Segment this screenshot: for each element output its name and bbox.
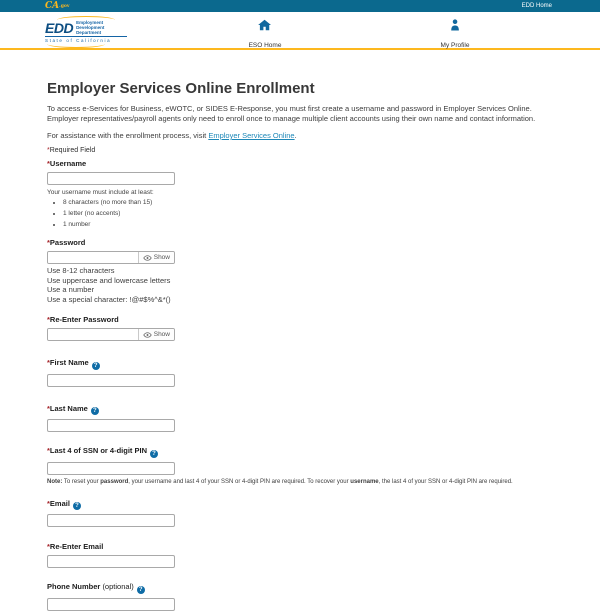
required-field-note <box>47 147 555 154</box>
edd-logo-state-text: State of California <box>45 36 127 43</box>
password-input-group <box>47 251 175 264</box>
required-asterisk: * <box>47 403 50 413</box>
password-input[interactable] <box>48 252 138 263</box>
phone-field-group <box>47 583 555 611</box>
page-title: Employer Services Online Enrollment <box>47 80 315 97</box>
show-reenter-password-button[interactable] <box>138 329 174 340</box>
ssn-pin-field-group <box>47 447 555 486</box>
help-icon[interactable]: ? <box>73 502 81 510</box>
help-icon[interactable]: ? <box>91 407 99 415</box>
assistance-paragraph <box>47 131 555 140</box>
reenter-email-label: *Re-Enter Email <box>47 542 104 551</box>
last-name-field-group <box>47 405 555 433</box>
employer-services-online-link[interactable]: Employer Services Online <box>208 131 295 140</box>
username-requirement-item: • 1 letter (no accents) <box>63 210 555 218</box>
ssn-pin-label: *Last 4 of SSN or 4-digit PIN ? <box>47 447 555 458</box>
required-field-label: Required Field <box>49 147 96 154</box>
reenter-password-input-group <box>47 328 175 341</box>
username-label: *Username <box>47 159 87 168</box>
person-icon <box>450 19 461 31</box>
phone-input[interactable] <box>47 598 175 611</box>
email-input[interactable] <box>47 514 175 527</box>
edd-logo-line1: Employment <box>76 20 104 25</box>
eye-icon <box>143 332 152 338</box>
required-asterisk: * <box>47 315 50 324</box>
required-asterisk: * <box>47 358 50 367</box>
show-password-label: Show <box>153 254 170 261</box>
reenter-email-input[interactable] <box>47 555 175 568</box>
required-asterisk: * <box>47 159 50 168</box>
last-name-input[interactable] <box>47 419 175 432</box>
ssn-note: Note: To reset your password, your username and last 4 of your SSN or 4-digit PIN are required. To recover your username, the last 4 of your SSN or 4-digit PIN are required. <box>47 478 513 485</box>
password-rules-list <box>47 266 555 304</box>
eye-icon <box>143 255 152 261</box>
nav-my-profile-label: My Profile <box>440 42 470 49</box>
password-rule-item: Use a special character: !@#$%^&*() <box>47 294 171 304</box>
nav-my-profile[interactable] <box>441 19 470 52</box>
username-requirements-list <box>63 199 555 229</box>
password-label: *Password <box>47 238 86 247</box>
assistance-text: For assistance with the enrollment process, visit <box>47 131 209 140</box>
help-icon[interactable]: ? <box>150 450 158 458</box>
intro-paragraph: To access e-Services for Business, eWOTC, or SIDES E-Response, you must first create a username and password in Employer Services Online. Employer representatives/payroll agents only need to enroll once to manage multiple client accounts using their own name and contact information. <box>47 104 536 123</box>
edd-logo-line2: Development <box>76 25 105 30</box>
assistance-text-suffix: . <box>294 131 297 140</box>
help-icon[interactable]: ? <box>92 362 100 370</box>
enrollment-page <box>0 50 600 611</box>
username-hint-title: Your username must include at least: <box>47 189 154 196</box>
username-requirement-item: • 1 number <box>63 221 555 229</box>
utility-bar <box>0 0 600 12</box>
edd-home-link[interactable]: EDD Home <box>521 3 552 9</box>
edd-logo-gold-arc-bottom <box>47 44 105 48</box>
edd-logo-line3: Department <box>76 30 102 35</box>
reenter-password-input[interactable] <box>48 329 138 340</box>
username-input[interactable] <box>47 172 175 185</box>
first-name-input[interactable] <box>47 374 175 387</box>
password-rule-item: Use 8-12 characters <box>47 266 115 275</box>
required-asterisk: * <box>47 542 50 551</box>
required-asterisk: * <box>47 446 50 455</box>
email-field-group <box>47 500 555 528</box>
nav-eso-home[interactable] <box>249 19 282 52</box>
reenter-password-label: *Re-Enter Password <box>47 315 119 324</box>
home-icon <box>258 19 272 31</box>
phone-label: Phone Number (optional) ? <box>47 583 555 594</box>
ssn-pin-input[interactable] <box>47 462 175 475</box>
password-rule-item: Use a number <box>47 285 95 294</box>
required-asterisk: * <box>47 498 50 508</box>
site-header <box>0 12 600 50</box>
edd-logo-department-lines <box>76 20 104 35</box>
required-asterisk: * <box>47 147 50 154</box>
edd-logo[interactable] <box>45 16 127 48</box>
show-reenter-password-label: Show <box>153 331 170 338</box>
password-field-group <box>47 239 555 304</box>
last-name-label: *Last Name ? <box>47 405 555 416</box>
required-asterisk: * <box>47 238 50 247</box>
password-rule-item: Use uppercase and lowercase letters <box>47 275 171 285</box>
reenter-password-field-group <box>47 316 555 341</box>
edd-logo-acronym: EDD <box>45 19 74 36</box>
ca-gov-logo-text: CA <box>45 0 60 11</box>
nav-eso-home-label: ESO Home <box>248 42 282 49</box>
email-label: *Email ? <box>47 500 555 511</box>
first-name-field-group <box>47 359 555 387</box>
show-password-button[interactable] <box>138 252 174 263</box>
ca-gov-logo-suffix: .gov <box>59 3 70 9</box>
ca-gov-logo[interactable] <box>45 1 70 12</box>
first-name-label: *First Name ? <box>47 359 555 370</box>
reenter-email-field-group <box>47 543 555 568</box>
username-requirement-item: • 8 characters (no more than 15) <box>63 199 555 207</box>
username-field-group <box>47 160 555 229</box>
help-icon[interactable]: ? <box>137 586 145 594</box>
